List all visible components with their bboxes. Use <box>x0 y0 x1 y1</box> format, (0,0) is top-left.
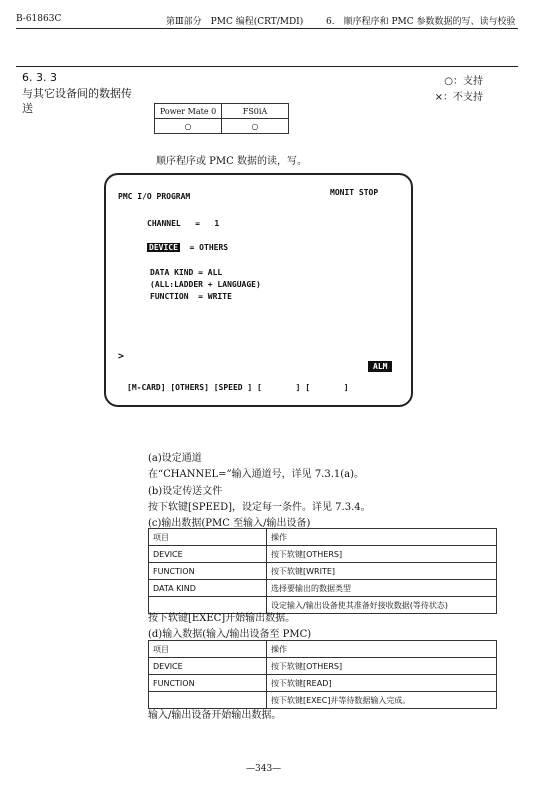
table-row <box>149 546 497 563</box>
table-row <box>149 675 497 692</box>
page-number: —343— <box>246 764 282 774</box>
device-line <box>147 243 228 252</box>
table-cell: 操作 <box>267 529 497 546</box>
table-row <box>149 529 497 546</box>
section-title: 与其它设备间的数据传送 <box>22 87 132 115</box>
device-label: DEVICE <box>149 243 178 252</box>
alarm-indicator: ALM <box>368 361 392 372</box>
device-value: = OTHERS <box>189 243 229 252</box>
support-header: FS0iA <box>222 104 289 119</box>
legend-supported: ○：支持 <box>444 76 483 87</box>
data-kind-note: (ALL:LADDER + LANGUAGE) <box>150 280 261 289</box>
step-d-title: (d)输入数据(输入/输出设备至 PMC) <box>148 629 312 640</box>
step-c-title: (c)输出数据(PMC 至输入/输出设备) <box>148 518 311 529</box>
support-value: ○ <box>222 119 289 134</box>
table-cell: FUNCTION <box>149 675 267 692</box>
output-table <box>148 528 497 614</box>
intro-text: 顺序程序或 PMC 数据的读，写。 <box>156 156 307 167</box>
crt-screen <box>104 173 413 407</box>
step-b-title: (b)设定传送文件 <box>148 486 223 497</box>
table-cell: 项目 <box>149 529 267 546</box>
channel-line: CHANNEL = 1 <box>147 219 220 228</box>
support-table <box>154 103 289 134</box>
section-number: 6. 3. 3 <box>22 71 57 84</box>
step-a-text: 在“CHANNEL=”输入通道号，详见 7.3.1(a)。 <box>148 469 365 480</box>
table-cell: 项目 <box>149 641 267 658</box>
table-row <box>149 658 497 675</box>
step-a-title: (a)设定通道 <box>148 453 202 464</box>
chapter-title: 6. 顺序程序和 PMC 参数数据的写、读与校验 <box>326 17 516 27</box>
table-row <box>149 641 497 658</box>
table-cell: DATA KIND <box>149 580 267 597</box>
step-d-after: 输入/输出设备开始输出数据。 <box>148 710 282 721</box>
table-cell: 选择要输出的数据类型 <box>267 580 497 597</box>
step-b-text: 按下软键[SPEED]，设定每一条件。详见 7.3.4。 <box>148 502 371 513</box>
step-c-after: 按下软键[EXEC]开始输出数据。 <box>148 613 296 624</box>
support-header: Power Mate 0 <box>155 104 222 119</box>
section-rule <box>16 66 518 67</box>
table-cell: 按下软键[READ] <box>267 675 497 692</box>
doc-id: B-61863C <box>16 14 62 24</box>
table-cell: 按下软键[EXEC]并等待数据输入完成。 <box>267 692 497 709</box>
table-cell: 按下软键[OTHERS] <box>267 658 497 675</box>
function-line: FUNCTION = WRITE <box>150 292 232 301</box>
part-title: 第Ⅲ部分 PMC 编程(CRT/MDI) <box>166 17 304 27</box>
table-row <box>149 580 497 597</box>
screen-status: MONIT STOP <box>330 188 379 197</box>
support-value: ○ <box>155 119 222 134</box>
table-cell: DEVICE <box>149 658 267 675</box>
table-cell: FUNCTION <box>149 563 267 580</box>
table-cell: 操作 <box>267 641 497 658</box>
input-prompt[interactable]: > <box>118 351 125 362</box>
softkey-bar[interactable]: [M-CARD] [OTHERS] [SPEED ] [ ] [ ] <box>127 383 349 392</box>
table-cell: DEVICE <box>149 546 267 563</box>
data-kind-line: DATA KIND = ALL <box>150 268 223 277</box>
table-cell: 设定输入/输出设备使其准备好接收数据(等待状态) <box>267 597 497 614</box>
legend-unsupported: ×：不支持 <box>434 92 483 103</box>
table-cell: 按下软键[OTHERS] <box>267 546 497 563</box>
screen-title: PMC I/O PROGRAM <box>118 192 191 201</box>
input-table <box>148 640 497 709</box>
header-rule <box>16 28 518 29</box>
table-cell: 按下软键[WRITE] <box>267 563 497 580</box>
table-row <box>149 563 497 580</box>
